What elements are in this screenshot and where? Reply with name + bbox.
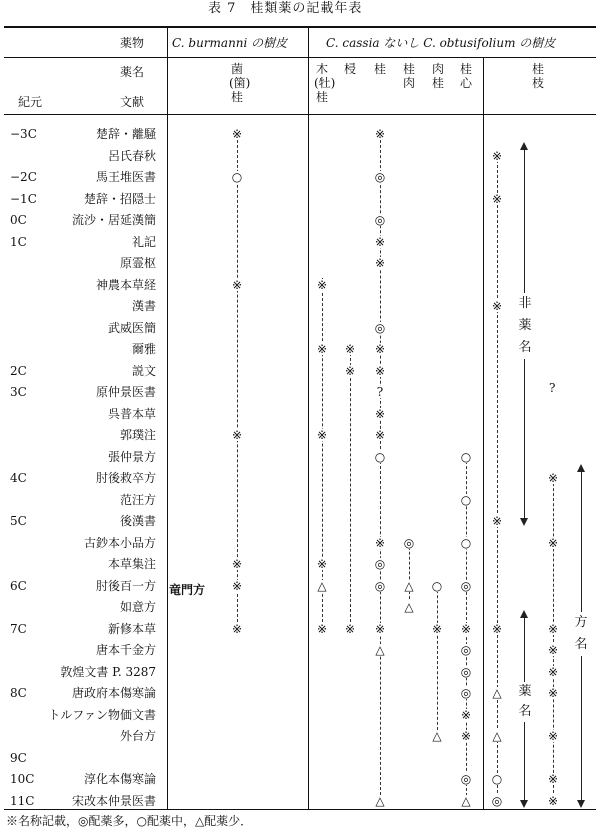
label-question: ?: [549, 381, 556, 395]
dash-shin: [350, 343, 351, 622]
symbol-mark: ※: [491, 191, 503, 206]
row-document: 唐本千金方: [95, 643, 156, 657]
symbol-mark: ◎: [460, 578, 472, 593]
row-era: −3C: [10, 127, 37, 141]
header-col-kei: 桂: [373, 62, 386, 76]
symbol-mark: ※: [374, 342, 386, 356]
symbol-mark: ※: [374, 621, 386, 636]
dash-kinkei: [237, 130, 238, 622]
symbol-mark: ※: [491, 148, 503, 163]
symbol-mark: ※: [547, 686, 559, 700]
row-document: 原仲景医書: [95, 385, 156, 399]
symbol-mark: ※: [316, 342, 328, 356]
row-document: 楚辞・招隠士: [83, 191, 156, 206]
symbol-mark: ◎: [374, 213, 386, 227]
arrow-houmei-bottom: [577, 800, 585, 808]
row-document: 郭璞注: [119, 428, 156, 442]
row-document: 漢書: [131, 299, 156, 313]
header-col-keishin: 桂 心: [459, 62, 472, 90]
symbol-mark: ※: [374, 406, 386, 421]
rule-vertical-3: [483, 58, 484, 810]
symbol-mark: △: [315, 580, 329, 592]
row-document: 敦煌文書 P. 3287: [60, 664, 156, 679]
symbol-mark: ※: [431, 621, 443, 636]
arrow-houmei-top: [577, 464, 585, 472]
legend: ※名称記載，◎配薬多，○配薬中，△配薬少．: [6, 814, 253, 828]
label-hiyakumei: 非 薬 名: [517, 293, 533, 359]
symbol-mark: △: [373, 644, 387, 656]
header-col-mokkei: 木 (牡) 桂: [314, 62, 336, 104]
row-era: 11C: [10, 793, 35, 808]
row-era: 10C: [10, 772, 35, 786]
header-drug-label: 薬物: [120, 36, 145, 50]
label-houmei: 方 名: [573, 612, 589, 656]
row-era: 0C: [10, 213, 27, 227]
row-document: 宋改本仲景医書: [71, 793, 156, 808]
header-col-kinkei: 菌 (箘) 桂: [229, 62, 251, 104]
row-document: 武威医簡: [107, 320, 156, 335]
symbol-mark: ※: [374, 234, 386, 249]
symbol-mark: ◎: [460, 686, 472, 700]
row-era: 9C: [10, 750, 27, 765]
header-col-nikkei: 肉 桂: [431, 62, 444, 90]
row-document: トルファン物価文書: [48, 707, 156, 722]
symbol-mark: ◎: [374, 557, 386, 571]
symbol-mark: ○: [460, 492, 472, 507]
row-era: 2C: [10, 363, 27, 378]
rule-vertical-2: [308, 27, 309, 810]
arrow-hiyakumei-bottom: [520, 518, 528, 526]
symbol-mark: ◎: [460, 664, 472, 679]
symbol-mark: ○: [460, 535, 472, 550]
symbol-mark: ○: [491, 772, 503, 786]
symbol-mark: ※: [374, 256, 386, 270]
row-document: 呂氏春秋: [107, 148, 156, 163]
symbol-mark: ※: [344, 363, 356, 378]
row-era: 3C: [10, 385, 27, 399]
symbol-mark: ※: [231, 621, 243, 636]
symbol-mark: ※: [316, 428, 328, 442]
symbol-mark: ※: [547, 793, 559, 808]
row-era: 5C: [10, 514, 27, 528]
row-document: 原霊枢: [119, 256, 156, 270]
symbol-mark: ※: [231, 578, 243, 593]
label-yakumei: 薬 名: [517, 682, 533, 722]
row-era: 6C: [10, 578, 27, 593]
symbol-mark: ※: [460, 621, 472, 636]
row-document: 如意方: [119, 600, 156, 614]
symbol-mark: ◎: [374, 320, 386, 335]
row-document: 新修本草: [107, 621, 156, 636]
symbol-mark: ◎: [491, 793, 503, 808]
symbol-mark: ※: [460, 729, 472, 743]
row-document: 淳化本傷寒論: [83, 772, 156, 786]
symbol-mark: ※: [374, 535, 386, 550]
symbol-mark: ※: [547, 621, 559, 636]
symbol-mark: △: [430, 730, 444, 742]
symbol-mark: ◎: [374, 170, 386, 184]
arrow-yakumei-bottom: [520, 800, 528, 808]
arrow-hiyakumei-top: [520, 142, 528, 150]
row-document: 肘後救卒方: [95, 471, 156, 485]
symbol-mark: ○: [431, 578, 443, 593]
symbol-mark: ○: [374, 449, 386, 464]
row-document: 范汪方: [119, 492, 156, 507]
row-document: 流沙・居延漢簡: [71, 213, 156, 227]
header-col-keishi: 桂 枝: [531, 62, 544, 90]
row-document: 馬王堆医書: [95, 170, 156, 184]
symbol-mark: △: [402, 580, 416, 592]
symbol-mark: ※: [374, 428, 386, 442]
symbol-mark: ※: [316, 557, 328, 571]
symbol-mark: ※: [374, 127, 386, 141]
row-document: 張仲景方: [107, 449, 156, 464]
symbol-mark: ※: [344, 621, 356, 636]
symbol-mark: ※: [491, 621, 503, 636]
row-document: 礼記: [131, 234, 156, 249]
symbol-mark: △: [402, 601, 416, 613]
symbol-mark: ○: [231, 170, 243, 184]
rule-top: [4, 26, 596, 28]
symbol-mark: ※: [547, 535, 559, 550]
row-document: 爾雅: [131, 342, 156, 356]
header-group-burmanni: C. burmanni の樹皮: [172, 36, 288, 50]
row-document: 唐政府本傷寒論: [71, 686, 156, 700]
row-era: 4C: [10, 471, 27, 485]
symbol-mark: ※: [231, 557, 243, 571]
row-era: −2C: [10, 170, 37, 184]
row-document: 説文: [131, 363, 156, 378]
symbol-mark: ◎: [460, 772, 472, 786]
symbol-mark: ※: [460, 707, 472, 722]
symbol-mark: △: [459, 795, 473, 807]
header-group-cassia: C. cassia ないし C. obtusifolium の樹皮: [326, 36, 556, 50]
symbol-mark: ※: [547, 643, 559, 657]
rule-header-bottom: [4, 114, 596, 115]
header-doc-label: 文献: [120, 95, 145, 109]
table-title: 表 7 桂類薬の記載年表: [208, 1, 363, 16]
symbol-mark: ※: [547, 729, 559, 743]
symbol-mark: ◎: [460, 643, 472, 657]
rule-vertical-1: [167, 27, 168, 810]
symbol-mark: ※: [547, 664, 559, 679]
symbol-mark: ※: [316, 277, 328, 292]
row-document: 後漢書: [119, 514, 156, 528]
symbol-mark: ※: [231, 127, 243, 141]
row-era: 7C: [10, 621, 27, 636]
symbol-mark: ※: [547, 471, 559, 485]
row-document: 外台方: [119, 729, 156, 743]
symbol-mark: ※: [231, 428, 243, 442]
symbol-mark: ※: [547, 772, 559, 786]
row-document: 本草集注: [107, 557, 156, 571]
symbol-uncertain: ?: [373, 386, 387, 398]
symbol-mark: ◎: [374, 578, 386, 593]
row-era: 1C: [10, 234, 27, 249]
symbol-mark: ※: [374, 363, 386, 378]
row-document: 神農本草経: [95, 277, 156, 292]
header-era-label: 紀元: [18, 95, 43, 109]
symbol-mark: ※: [344, 342, 356, 356]
symbol-mark: ○: [460, 449, 472, 464]
row-document: 呉普本草: [107, 406, 156, 421]
symbol-mark: △: [373, 795, 387, 807]
row-document: 肘後百一方: [95, 578, 156, 593]
row-era: −1C: [10, 191, 37, 206]
arrow-yakumei-top: [520, 610, 528, 618]
symbol-mark: ※: [231, 277, 243, 292]
symbol-mark: △: [490, 687, 504, 699]
row-document: 楚辞・離騒: [95, 127, 156, 141]
symbol-mark: ◎: [403, 535, 415, 550]
row-era: 8C: [10, 686, 27, 700]
symbol-mark: ※: [316, 621, 328, 636]
header-col-shin: 梫: [343, 62, 356, 76]
label-ryumonpo: 竜門方: [169, 583, 206, 597]
rule-header-mid: [4, 57, 596, 58]
dash-nikkei: [437, 580, 438, 730]
symbol-mark: ※: [491, 514, 503, 528]
symbol-mark: △: [490, 730, 504, 742]
symbol-mark: ※: [491, 299, 503, 313]
header-col-keiniku: 桂 肉: [402, 62, 415, 90]
header-name-label: 薬名: [120, 65, 145, 79]
rule-bottom: [4, 809, 596, 810]
row-document: 古鈔本小品方: [83, 535, 156, 550]
